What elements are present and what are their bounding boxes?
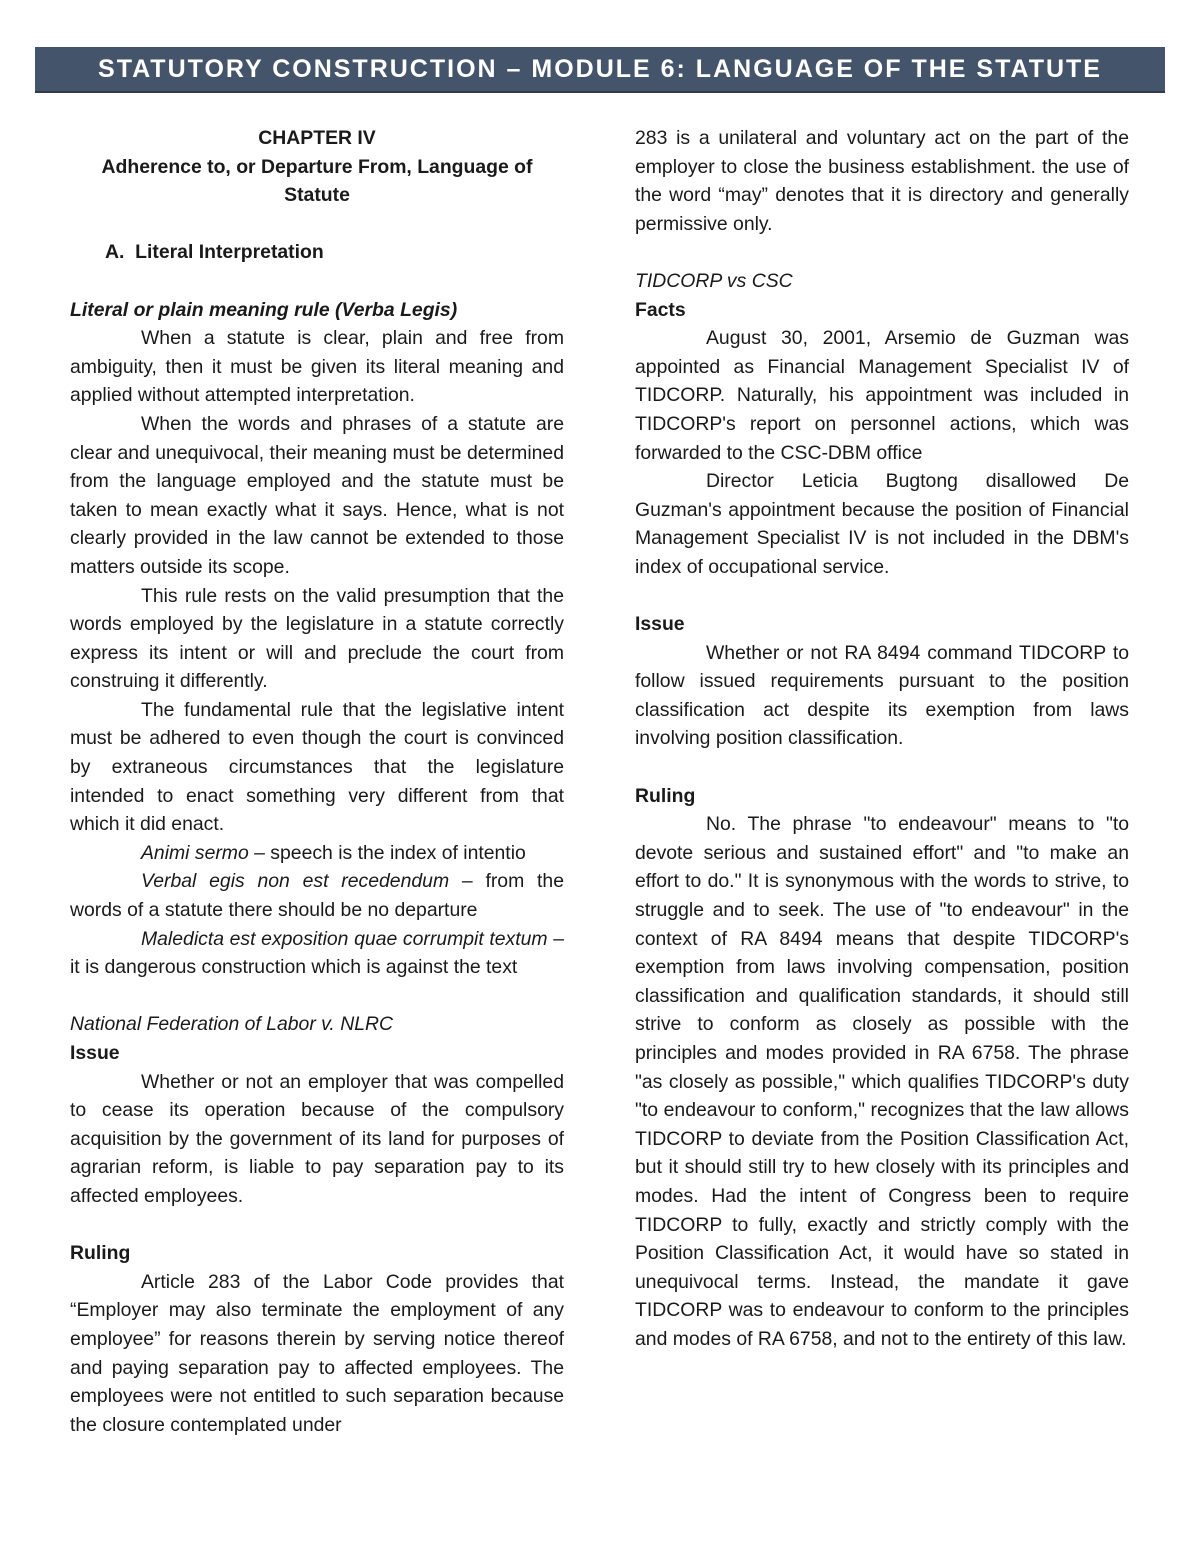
- paragraph: Article 283 of the Labor Code provides that “Employer may also terminate the employment of any employee” for reasons therein by serving notice thereof and paying separation pay to affected employees. The employees were not entitled to such separation because the closure contemplated under: [70, 1270, 564, 1436]
- chapter-label: CHAPTER IV: [258, 127, 376, 149]
- paragraph: When the words and phrases of a statute are clear and unequivocal, their meaning must be determined from the language employed and the statute must be taken to mean exactly what it says. Hence, what is not clearly provided in the law cannot be extended to those matters outside its scope.: [70, 412, 564, 578]
- maxim-definition: – from the words of a statute there should be no departure: [70, 870, 564, 922]
- maxim: [70, 925, 564, 982]
- case-title: TIDCORP vs CSC: [635, 269, 793, 292]
- rule-heading: Literal or plain meaning rule (Verba Legis): [70, 298, 458, 321]
- section-heading-literal: A. Literal Interpretation: [105, 241, 324, 264]
- paragraph: Whether or not an employer that was compelled to cease its operation because of the compulsory acquisition by the government of its land for purposes of agrarian reform, is liable to pay separation pay to its affected employees.: [70, 1070, 564, 1207]
- issue-heading: Issue: [70, 1042, 120, 1064]
- issue-heading: Issue: [635, 613, 685, 636]
- chapter-title: Adherence to, or Departure From, Language of Statute: [101, 155, 533, 207]
- maxim-term: Animi sermo: [141, 841, 249, 864]
- page-header-title: STATUTORY CONSTRUCTION – MODULE 6: LANGUAGE OF THE STATUTE: [98, 54, 1102, 83]
- left-column: [70, 124, 564, 1439]
- maxim-definition: – it is dangerous construction which is against the text: [70, 927, 564, 979]
- page-header-banner: [35, 47, 1165, 93]
- ruling-heading: Ruling: [635, 784, 696, 807]
- ruling-heading: Ruling: [70, 1242, 131, 1265]
- case-title: National Federation of Labor v. NLRC: [70, 1013, 393, 1036]
- paragraph: The fundamental rule that the legislative intent must be adhered to even though the court is convinced by extraneous circumstances that the legislature intended to enact something very different from that which it did enact.: [70, 698, 564, 836]
- paragraph: Director Leticia Bugtong disallowed De Guzman's appointment because the position of Financial Management Specialist IV is not included in the DBM's index of occupational service.: [635, 470, 1129, 578]
- paragraph: No. The phrase "to endeavour" means to "to devote serious and sustained effort" and "to make an effort to do." It is synonymous with the words to strive, to struggle and to seek. The use of "to endeavour" in the context of RA 8494 means that despite TIDCORP's exemption from laws involving compensation, position classification and qualification standards, it should still strive to conform as closely as possible with the principles and modes provided in RA 6758. The phrase "as closely as possible," which qualifies TIDCORP's duty "to endeavour to conform," recognizes that the law allows TIDCORP to deviate from the Position Classification Act, but it should still try to hew closely with its principles and modes. Had the intent of Congress been to require TIDCORP to fully, exactly and strictly comply with the Position Classification Act, it would have so stated in unequivocal terms. Instead, the mandate it gave TIDCORP was to endeavour to conform to the principles and modes of RA 6758, and not to the entirety of this law.: [635, 813, 1129, 1350]
- maxim-definition: – speech is the index of intentio: [248, 841, 526, 864]
- paragraph: When a statute is clear, plain and free from ambiguity, then it must be given its literal meaning and applied without attempted interpretation.: [70, 327, 564, 407]
- maxim-term: Verbal egis non est recedendum: [141, 870, 450, 893]
- paragraph: Whether or not RA 8494 command TIDCORP to follow issued requirements pursuant to the position classification act despite its exemption from laws involving position classification.: [635, 641, 1129, 750]
- paragraph: August 30, 2001, Arsemio de Guzman was appointed as Financial Management Specialist IV of TIDCORP. Naturally, his appointment was included in TIDCORP's report on personnel actions, which was forwarded to the CSC-DBM office: [635, 327, 1129, 464]
- facts-heading: Facts: [635, 298, 686, 321]
- paragraph: 283 is a unilateral and voluntary act on the part of the employer to close the business establishment. the use of the word “may” denotes that it is directory and generally permissive only.: [635, 127, 1129, 235]
- maxim: [70, 867, 564, 924]
- maxim: [70, 839, 564, 868]
- right-column: [635, 124, 1129, 1354]
- maxim-term: Maledicta est exposition quae corrumpit textum: [141, 927, 548, 950]
- paragraph: This rule rests on the valid presumption that the words employed by the legislature in a statute correctly express its intent or will and preclude the court from construing it differently.: [70, 584, 564, 693]
